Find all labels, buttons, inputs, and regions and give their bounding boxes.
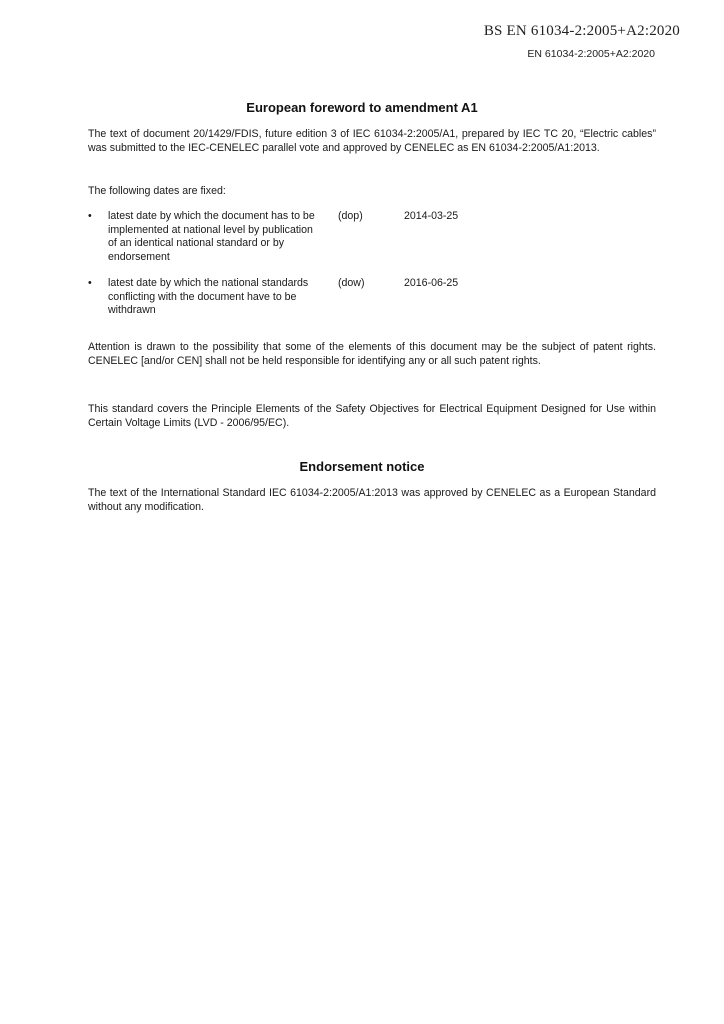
endorsement-text: The text of the International Standard IEC 61034-2:2005/A1:2013 was approved by CENELEC as a European Standard without any modification. [88,487,656,513]
foreword-heading: European foreword to amendment A1 [246,100,478,115]
bullet-marker: • [88,210,92,222]
date-item-dow [88,277,658,337]
date-item-code: (dow) [338,277,365,289]
date-item-value: 2014-03-25 [404,210,459,222]
endorsement-heading: Endorsement notice [299,459,425,474]
coverage-statement: This standard covers the Principle Elements of the Safety Objectives for Electrical Equipment Designed for Use within Certain Voltage Limits (LVD - 2006/95/EC). [88,403,656,429]
dates-intro: The following dates are fixed: [88,185,226,197]
date-item-description: latest date by which the document has to be implemented at national level by publication of an identical national standard or by endorsement [108,210,315,263]
date-item-value: 2016-06-25 [404,277,459,289]
patent-notice: Attention is drawn to the possibility that some of the elements of this document may be the subject of patent rights. CENELEC [and/or CEN] shall not be held responsible for identifying any or all such patent rights. [88,341,656,367]
en-standard-code: EN 61034-2:2005+A2:2020 [527,48,655,60]
date-item-dop [88,210,658,270]
bullet-marker: • [88,277,92,289]
date-item-description: latest date by which the national standards conflicting with the document have to be withdrawn [108,277,309,316]
foreword-paragraph: The text of document 20/1429/FDIS, future edition 3 of IEC 61034-2:2005/A1, prepared by IEC TC 20, “Electric cables” was submitted to the IEC-CENELEC parallel vote and approved by CENELEC as EN 61034-2:2005/A1:2013. [88,128,656,154]
date-item-code: (dop) [338,210,363,222]
bs-standard-code: BS EN 61034-2:2005+A2:2020 [483,23,680,39]
